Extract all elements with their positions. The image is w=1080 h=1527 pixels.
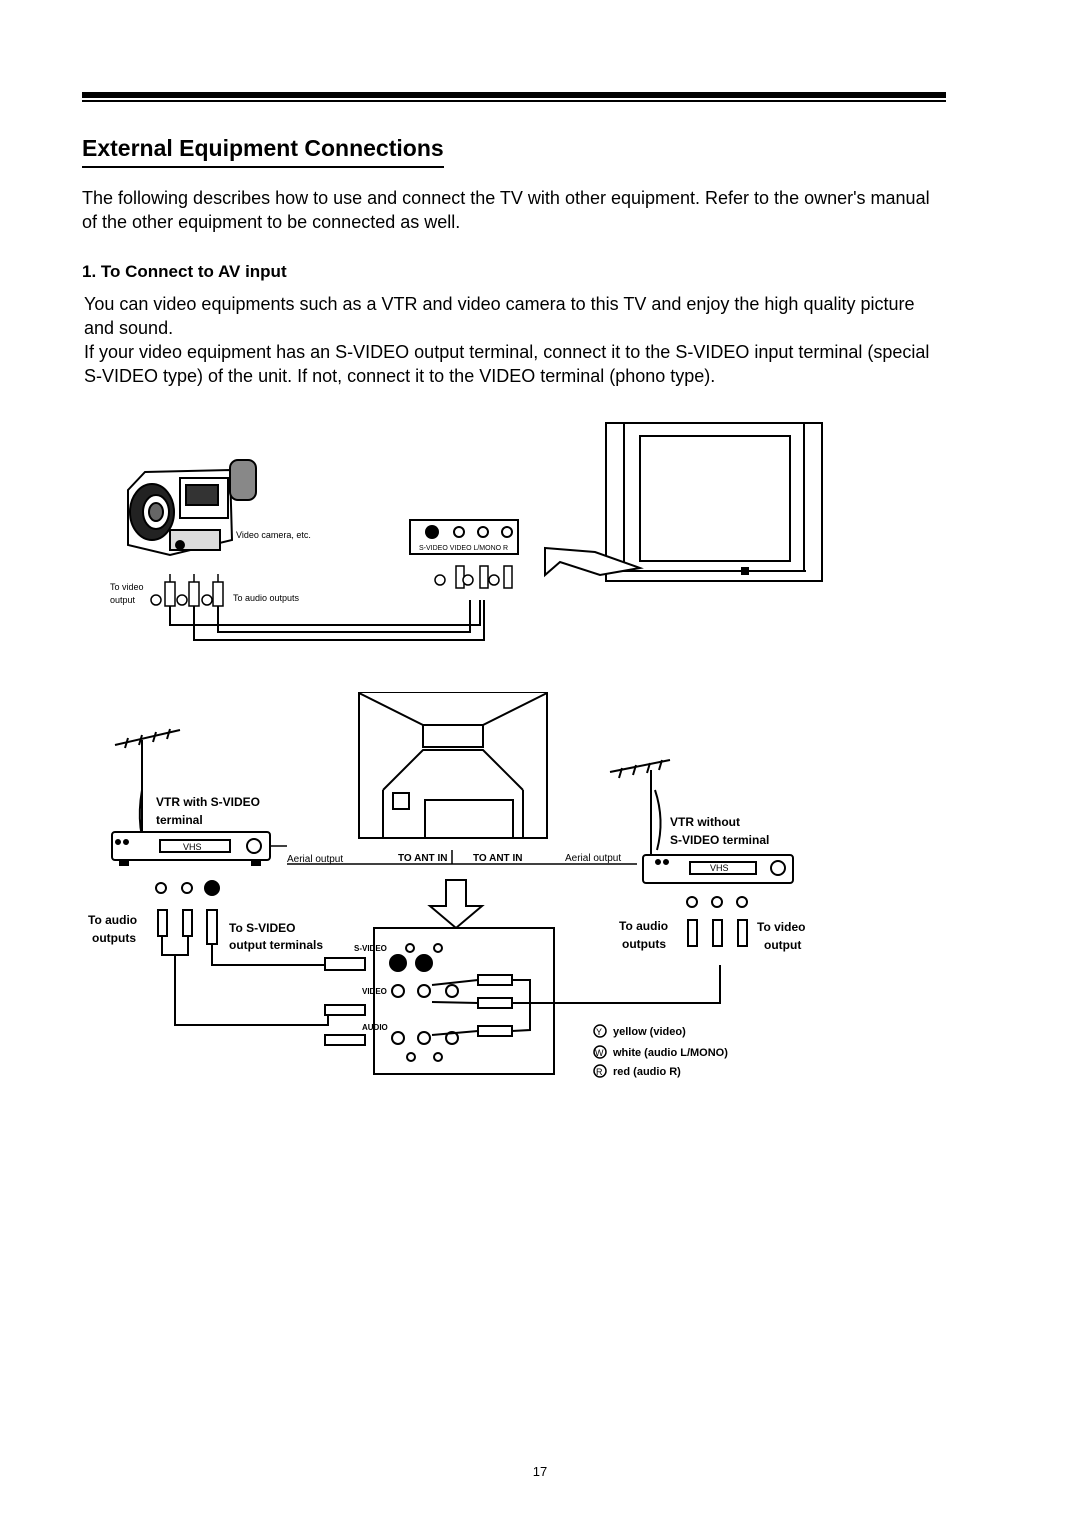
legend-symbol-r: R	[596, 1067, 603, 1077]
to-video-right-2: output	[764, 938, 802, 952]
camera-plugs	[151, 574, 223, 606]
panel-video-label: VIDEO	[362, 987, 387, 996]
legend-symbol-y: Y	[596, 1027, 603, 1037]
header-rule-thin	[82, 100, 946, 102]
camera-cables	[170, 600, 484, 640]
legend-red: red (audio R)	[613, 1066, 681, 1078]
vtr-right-jacks	[687, 897, 747, 946]
front-panel-labels: S-VIDEO VIDEO L/MONO R	[419, 545, 509, 552]
connection-diagram	[0, 400, 1080, 1090]
to-svideo-label-1: To S-VIDEO	[229, 921, 296, 935]
video-camera-icon	[128, 460, 256, 555]
vtr-without-label-1: VTR without	[670, 815, 740, 829]
vhs-label-left: VHS	[183, 842, 202, 852]
legend-white: white (audio L/MONO)	[613, 1047, 728, 1059]
section-heading: 1. To Connect to AV input	[82, 262, 287, 281]
panel-audio-label: AUDIO	[362, 1023, 388, 1032]
aerial-output-left: Aerial output	[287, 854, 344, 865]
tv-front	[606, 423, 822, 581]
vtr-with-label-1: VTR with S-VIDEO	[156, 795, 261, 809]
to-ant-in-left: TO ANT IN	[398, 853, 448, 864]
antenna-right-icon	[610, 760, 670, 862]
to-audio-right-2: outputs	[622, 937, 666, 951]
aerial-output-right: Aerial output	[565, 853, 622, 864]
front-av-panel	[410, 520, 518, 554]
section-body	[84, 292, 944, 388]
down-arrow-icon	[430, 880, 482, 928]
body-paragraph-1: You can video equipments such as a VTR and video camera to this TV and enjoy the high quality picture and sound.	[84, 294, 915, 338]
vtr-without-label-2: S-VIDEO terminal	[670, 833, 770, 847]
vhs-label-right: VHS	[710, 863, 729, 873]
vtr-left-jacks	[156, 881, 219, 944]
legend-symbol-w: W	[595, 1048, 604, 1058]
vtr-with-label-2: terminal	[156, 813, 203, 827]
vtr-left-cables	[162, 936, 365, 1045]
to-audio-right-1: To audio	[619, 919, 669, 933]
to-video-output-label-1: To video	[110, 582, 144, 592]
page-title: External Equipment Connections	[82, 134, 444, 168]
to-audio-outputs-label: To audio outputs	[233, 593, 300, 603]
header-rule-thick	[82, 92, 946, 98]
color-legend	[594, 1025, 728, 1078]
to-ant-in-right: TO ANT IN	[473, 853, 523, 864]
page-number: 17	[532, 1464, 548, 1479]
to-video-right-1: To video	[757, 920, 806, 934]
panel-svideo-label: S-VIDEO	[354, 944, 387, 953]
rear-av-panel	[374, 928, 554, 1074]
intro-paragraph: The following describes how to use and connect the TV with other equipment. Refer to the owner's manual of the other equipment to be connected as well.	[82, 188, 930, 232]
panel-plugs	[435, 566, 512, 588]
tv-rear	[359, 693, 547, 838]
body-paragraph-2: If your video equipment has an S-VIDEO output terminal, connect it to the S-VIDEO input terminal (special S-VIDEO type) of the unit. If not, connect it to the VIDEO terminal (phono type).	[84, 342, 930, 386]
to-video-output-label-2: output	[110, 595, 136, 605]
legend-yellow: yellow (video)	[613, 1026, 686, 1038]
camera-label: Video camera, etc.	[236, 530, 311, 540]
to-svideo-label-2: output terminals	[229, 938, 324, 952]
to-audio-left-1: To audio	[88, 913, 138, 927]
to-audio-left-2: outputs	[92, 931, 136, 945]
